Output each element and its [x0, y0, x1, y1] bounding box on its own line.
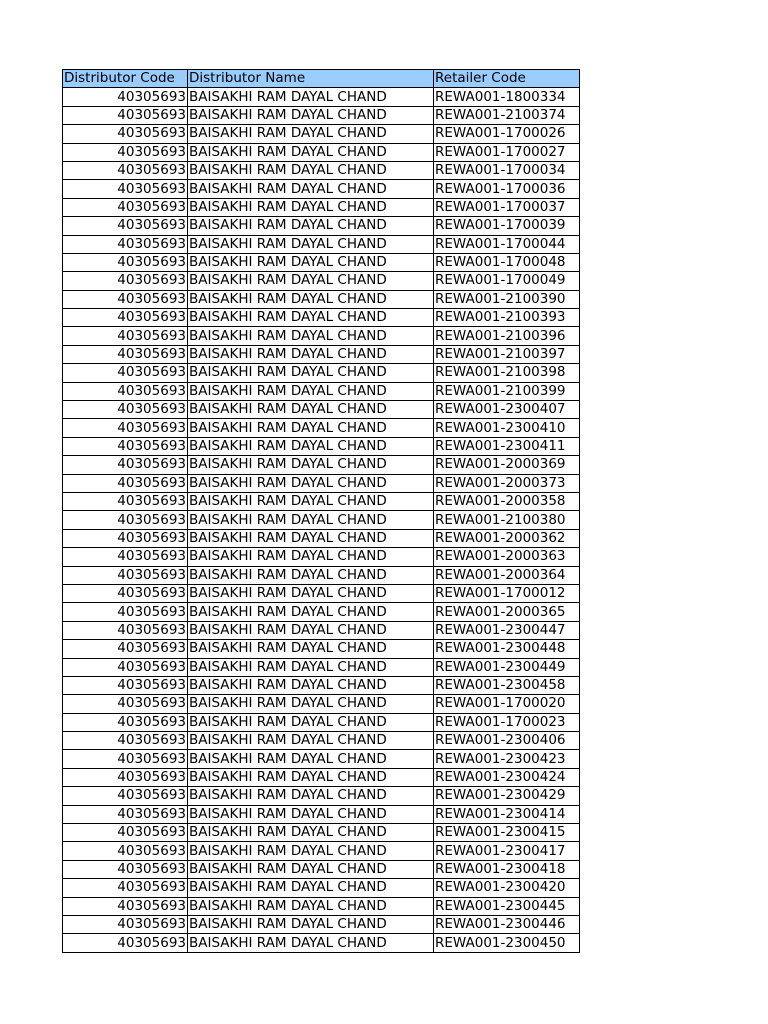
cell-distributor-code: 40305693	[63, 437, 188, 455]
cell-distributor-name: BAISAKHI RAM DAYAL CHAND	[188, 309, 434, 327]
cell-distributor-code: 40305693	[63, 695, 188, 713]
table-row	[63, 125, 580, 143]
cell-distributor-code: 40305693	[63, 456, 188, 474]
cell-retailer-code: REWA001-2300449	[434, 658, 580, 676]
table-row	[63, 106, 580, 124]
cell-retailer-code: REWA001-2300423	[434, 750, 580, 768]
cell-distributor-code: 40305693	[63, 272, 188, 290]
cell-distributor-name: BAISAKHI RAM DAYAL CHAND	[188, 272, 434, 290]
cell-retailer-code: REWA001-2300410	[434, 419, 580, 437]
cell-distributor-name: BAISAKHI RAM DAYAL CHAND	[188, 640, 434, 658]
table-row	[63, 934, 580, 952]
table-row	[63, 161, 580, 179]
cell-distributor-name: BAISAKHI RAM DAYAL CHAND	[188, 253, 434, 271]
cell-distributor-code: 40305693	[63, 750, 188, 768]
cell-distributor-name: BAISAKHI RAM DAYAL CHAND	[188, 235, 434, 253]
table-row	[63, 695, 580, 713]
cell-retailer-code: REWA001-2000358	[434, 492, 580, 510]
cell-distributor-code: 40305693	[63, 419, 188, 437]
table-row	[63, 290, 580, 308]
cell-distributor-code: 40305693	[63, 125, 188, 143]
table-row	[63, 198, 580, 216]
cell-retailer-code: REWA001-2300407	[434, 401, 580, 419]
cell-distributor-name: BAISAKHI RAM DAYAL CHAND	[188, 161, 434, 179]
table-row	[63, 658, 580, 676]
cell-distributor-name: BAISAKHI RAM DAYAL CHAND	[188, 106, 434, 124]
table-row	[63, 437, 580, 455]
table-row	[63, 676, 580, 694]
cell-retailer-code: REWA001-2100398	[434, 364, 580, 382]
cell-distributor-code: 40305693	[63, 915, 188, 933]
table-row	[63, 88, 580, 106]
table-row	[63, 860, 580, 878]
cell-retailer-code: REWA001-1700048	[434, 253, 580, 271]
cell-distributor-code: 40305693	[63, 897, 188, 915]
header-distributor-name: Distributor Name	[188, 70, 434, 88]
table-row	[63, 842, 580, 860]
cell-retailer-code: REWA001-2300447	[434, 621, 580, 639]
cell-distributor-code: 40305693	[63, 401, 188, 419]
table-row	[63, 621, 580, 639]
cell-retailer-code: REWA001-2000373	[434, 474, 580, 492]
cell-retailer-code: REWA001-2300424	[434, 768, 580, 786]
cell-distributor-name: BAISAKHI RAM DAYAL CHAND	[188, 566, 434, 584]
cell-distributor-code: 40305693	[63, 842, 188, 860]
cell-retailer-code: REWA001-2100393	[434, 309, 580, 327]
cell-distributor-name: BAISAKHI RAM DAYAL CHAND	[188, 879, 434, 897]
cell-retailer-code: REWA001-2100396	[434, 327, 580, 345]
cell-retailer-code: REWA001-2100397	[434, 345, 580, 363]
cell-distributor-code: 40305693	[63, 88, 188, 106]
cell-distributor-name: BAISAKHI RAM DAYAL CHAND	[188, 621, 434, 639]
cell-distributor-name: BAISAKHI RAM DAYAL CHAND	[188, 419, 434, 437]
cell-retailer-code: REWA001-1700027	[434, 143, 580, 161]
cell-retailer-code: REWA001-2300414	[434, 805, 580, 823]
cell-distributor-code: 40305693	[63, 345, 188, 363]
cell-distributor-name: BAISAKHI RAM DAYAL CHAND	[188, 548, 434, 566]
table-row	[63, 787, 580, 805]
table-row	[63, 327, 580, 345]
cell-distributor-name: BAISAKHI RAM DAYAL CHAND	[188, 88, 434, 106]
table-row	[63, 750, 580, 768]
table-row	[63, 180, 580, 198]
cell-distributor-name: BAISAKHI RAM DAYAL CHAND	[188, 382, 434, 400]
cell-distributor-name: BAISAKHI RAM DAYAL CHAND	[188, 492, 434, 510]
cell-distributor-name: BAISAKHI RAM DAYAL CHAND	[188, 511, 434, 529]
cell-distributor-name: BAISAKHI RAM DAYAL CHAND	[188, 934, 434, 952]
cell-distributor-code: 40305693	[63, 180, 188, 198]
cell-distributor-name: BAISAKHI RAM DAYAL CHAND	[188, 401, 434, 419]
cell-distributor-name: BAISAKHI RAM DAYAL CHAND	[188, 787, 434, 805]
cell-retailer-code: REWA001-2100374	[434, 106, 580, 124]
table-row	[63, 364, 580, 382]
cell-retailer-code: REWA001-2000364	[434, 566, 580, 584]
cell-distributor-code: 40305693	[63, 824, 188, 842]
cell-retailer-code: REWA001-2000363	[434, 548, 580, 566]
table-row	[63, 897, 580, 915]
cell-distributor-name: BAISAKHI RAM DAYAL CHAND	[188, 732, 434, 750]
cell-distributor-code: 40305693	[63, 584, 188, 602]
table-row	[63, 474, 580, 492]
cell-retailer-code: REWA001-1700020	[434, 695, 580, 713]
cell-retailer-code: REWA001-1700026	[434, 125, 580, 143]
cell-distributor-name: BAISAKHI RAM DAYAL CHAND	[188, 824, 434, 842]
table-row	[63, 382, 580, 400]
table-row	[63, 548, 580, 566]
cell-distributor-name: BAISAKHI RAM DAYAL CHAND	[188, 125, 434, 143]
cell-retailer-code: REWA001-1800334	[434, 88, 580, 106]
table-row	[63, 824, 580, 842]
cell-distributor-code: 40305693	[63, 106, 188, 124]
table-row	[63, 713, 580, 731]
cell-distributor-code: 40305693	[63, 143, 188, 161]
table-row	[63, 419, 580, 437]
cell-distributor-name: BAISAKHI RAM DAYAL CHAND	[188, 198, 434, 216]
cell-distributor-code: 40305693	[63, 474, 188, 492]
cell-distributor-code: 40305693	[63, 548, 188, 566]
cell-distributor-name: BAISAKHI RAM DAYAL CHAND	[188, 456, 434, 474]
table-row	[63, 529, 580, 547]
cell-distributor-code: 40305693	[63, 768, 188, 786]
cell-distributor-name: BAISAKHI RAM DAYAL CHAND	[188, 768, 434, 786]
cell-distributor-code: 40305693	[63, 860, 188, 878]
table-row	[63, 217, 580, 235]
table-body	[63, 88, 580, 952]
cell-distributor-code: 40305693	[63, 198, 188, 216]
table-row	[63, 640, 580, 658]
cell-distributor-name: BAISAKHI RAM DAYAL CHAND	[188, 658, 434, 676]
cell-distributor-code: 40305693	[63, 934, 188, 952]
cell-distributor-code: 40305693	[63, 621, 188, 639]
cell-distributor-code: 40305693	[63, 511, 188, 529]
table-row	[63, 768, 580, 786]
table-row	[63, 511, 580, 529]
cell-retailer-code: REWA001-2300406	[434, 732, 580, 750]
cell-retailer-code: REWA001-2100390	[434, 290, 580, 308]
cell-distributor-name: BAISAKHI RAM DAYAL CHAND	[188, 327, 434, 345]
cell-retailer-code: REWA001-2300429	[434, 787, 580, 805]
cell-distributor-code: 40305693	[63, 566, 188, 584]
cell-distributor-name: BAISAKHI RAM DAYAL CHAND	[188, 143, 434, 161]
cell-retailer-code: REWA001-2300445	[434, 897, 580, 915]
cell-distributor-code: 40305693	[63, 640, 188, 658]
table-row	[63, 309, 580, 327]
cell-distributor-code: 40305693	[63, 382, 188, 400]
cell-distributor-name: BAISAKHI RAM DAYAL CHAND	[188, 437, 434, 455]
cell-distributor-name: BAISAKHI RAM DAYAL CHAND	[188, 364, 434, 382]
cell-distributor-code: 40305693	[63, 787, 188, 805]
cell-retailer-code: REWA001-2300458	[434, 676, 580, 694]
cell-retailer-code: REWA001-1700012	[434, 584, 580, 602]
cell-retailer-code: REWA001-2300415	[434, 824, 580, 842]
cell-retailer-code: REWA001-1700044	[434, 235, 580, 253]
cell-distributor-code: 40305693	[63, 529, 188, 547]
cell-distributor-code: 40305693	[63, 364, 188, 382]
table-row	[63, 584, 580, 602]
table-row	[63, 253, 580, 271]
cell-distributor-code: 40305693	[63, 290, 188, 308]
cell-distributor-name: BAISAKHI RAM DAYAL CHAND	[188, 713, 434, 731]
cell-distributor-name: BAISAKHI RAM DAYAL CHAND	[188, 860, 434, 878]
cell-retailer-code: REWA001-2300411	[434, 437, 580, 455]
cell-distributor-name: BAISAKHI RAM DAYAL CHAND	[188, 750, 434, 768]
cell-retailer-code: REWA001-1700037	[434, 198, 580, 216]
retailer-table	[62, 69, 580, 953]
cell-distributor-name: BAISAKHI RAM DAYAL CHAND	[188, 345, 434, 363]
cell-retailer-code: REWA001-2300420	[434, 879, 580, 897]
table-row	[63, 566, 580, 584]
cell-distributor-code: 40305693	[63, 676, 188, 694]
cell-distributor-code: 40305693	[63, 235, 188, 253]
cell-retailer-code: REWA001-1700036	[434, 180, 580, 198]
table-row	[63, 272, 580, 290]
cell-distributor-code: 40305693	[63, 603, 188, 621]
cell-retailer-code: REWA001-2100380	[434, 511, 580, 529]
cell-distributor-name: BAISAKHI RAM DAYAL CHAND	[188, 676, 434, 694]
cell-distributor-code: 40305693	[63, 161, 188, 179]
cell-distributor-name: BAISAKHI RAM DAYAL CHAND	[188, 217, 434, 235]
cell-distributor-name: BAISAKHI RAM DAYAL CHAND	[188, 474, 434, 492]
cell-retailer-code: REWA001-2300446	[434, 915, 580, 933]
cell-distributor-name: BAISAKHI RAM DAYAL CHAND	[188, 180, 434, 198]
table-row	[63, 492, 580, 510]
cell-distributor-name: BAISAKHI RAM DAYAL CHAND	[188, 695, 434, 713]
cell-distributor-name: BAISAKHI RAM DAYAL CHAND	[188, 603, 434, 621]
cell-retailer-code: REWA001-2300450	[434, 934, 580, 952]
header-distributor-code: Distributor Code	[63, 70, 188, 88]
table-row	[63, 401, 580, 419]
cell-retailer-code: REWA001-1700034	[434, 161, 580, 179]
cell-distributor-code: 40305693	[63, 217, 188, 235]
cell-retailer-code: REWA001-1700023	[434, 713, 580, 731]
cell-distributor-name: BAISAKHI RAM DAYAL CHAND	[188, 529, 434, 547]
table-row	[63, 235, 580, 253]
cell-retailer-code: REWA001-2300417	[434, 842, 580, 860]
cell-retailer-code: REWA001-2000369	[434, 456, 580, 474]
cell-retailer-code: REWA001-2000362	[434, 529, 580, 547]
cell-distributor-name: BAISAKHI RAM DAYAL CHAND	[188, 842, 434, 860]
table-row	[63, 732, 580, 750]
header-row	[63, 70, 580, 88]
cell-retailer-code: REWA001-2300418	[434, 860, 580, 878]
cell-retailer-code: REWA001-1700039	[434, 217, 580, 235]
table-row	[63, 456, 580, 474]
table-row	[63, 915, 580, 933]
cell-distributor-code: 40305693	[63, 658, 188, 676]
cell-distributor-code: 40305693	[63, 309, 188, 327]
cell-distributor-code: 40305693	[63, 805, 188, 823]
header-retailer-code: Retailer Code	[434, 70, 580, 88]
cell-distributor-name: BAISAKHI RAM DAYAL CHAND	[188, 290, 434, 308]
cell-retailer-code: REWA001-1700049	[434, 272, 580, 290]
cell-distributor-code: 40305693	[63, 732, 188, 750]
table-row	[63, 143, 580, 161]
cell-distributor-name: BAISAKHI RAM DAYAL CHAND	[188, 584, 434, 602]
cell-distributor-name: BAISAKHI RAM DAYAL CHAND	[188, 805, 434, 823]
cell-retailer-code: REWA001-2300448	[434, 640, 580, 658]
cell-distributor-name: BAISAKHI RAM DAYAL CHAND	[188, 897, 434, 915]
table-row	[63, 805, 580, 823]
table-row	[63, 603, 580, 621]
cell-distributor-code: 40305693	[63, 713, 188, 731]
cell-retailer-code: REWA001-2100399	[434, 382, 580, 400]
cell-distributor-code: 40305693	[63, 327, 188, 345]
cell-distributor-name: BAISAKHI RAM DAYAL CHAND	[188, 915, 434, 933]
cell-distributor-code: 40305693	[63, 492, 188, 510]
table-row	[63, 345, 580, 363]
cell-distributor-code: 40305693	[63, 253, 188, 271]
cell-distributor-code: 40305693	[63, 879, 188, 897]
table-row	[63, 879, 580, 897]
cell-retailer-code: REWA001-2000365	[434, 603, 580, 621]
